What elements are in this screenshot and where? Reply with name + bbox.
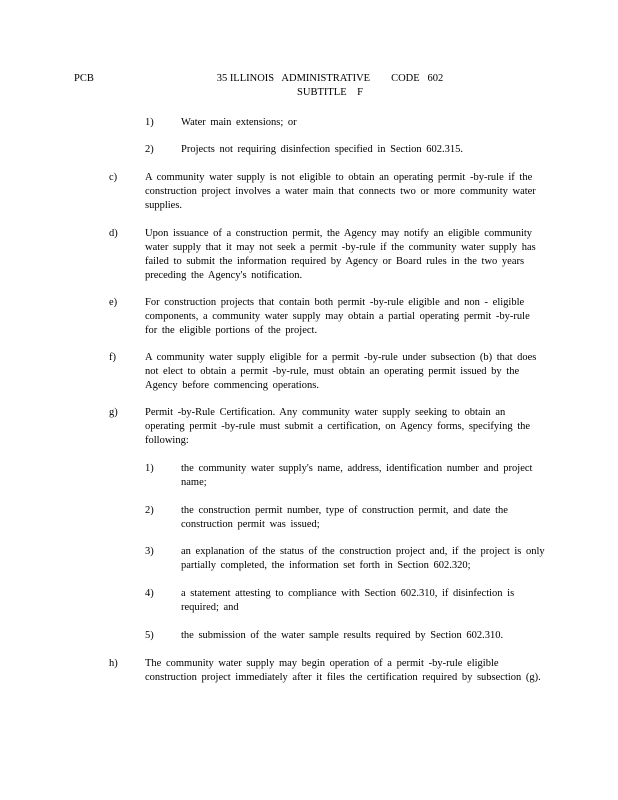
item-text: Permit -by-Rule Certification. Any community water supply seeking to obtain an operating permit -by-rule must submit a certification, on Agency forms, specifying the following: bbox=[145, 407, 531, 446]
item-text: Upon issuance of a construction permit, the Agency may notify an eligible community water supply that it may not seek a permit -by-rule if the community water supply has failed to submit the information required by Agency or Board rules in the two years preceding the Agency's notification. bbox=[145, 228, 536, 281]
item-label: g) bbox=[109, 407, 118, 418]
item-label: 1) bbox=[145, 117, 154, 128]
header-code-line: 35 ILLINOIS ADMINISTRATIVE CODE 602 bbox=[216, 73, 444, 84]
item-label: 1) bbox=[145, 463, 154, 474]
item-label: 2) bbox=[145, 144, 154, 155]
item-text: Projects not requiring disinfection specified in Section 602.315. bbox=[181, 144, 463, 155]
header-left: PCB bbox=[74, 73, 94, 84]
item-text: an explanation of the status of the construction project and, if the project is only partially completed, the information set forth in Section 602.320; bbox=[181, 546, 545, 571]
item-label: c) bbox=[109, 172, 118, 183]
item-text: the submission of the water sample results required by Section 602.310. bbox=[181, 630, 504, 641]
item-text: the community water supply's name, address, identification number and project name; bbox=[181, 463, 533, 488]
item-text: For construction projects that contain both permit -by-rule eligible and non - eligible components, a community water supply may obtain a partial operating permit -by-rule for the eligible portions of the project. bbox=[145, 297, 530, 336]
item-text: A community water supply is not eligible to obtain an operating permit -by-rule if the construction project involves a water main that connects two or more community water supplies. bbox=[145, 172, 536, 211]
item-text: a statement attesting to compliance with Section 602.310, if disinfection is required; and bbox=[181, 588, 515, 613]
item-label: 5) bbox=[145, 630, 154, 641]
item-text: the construction permit number, type of construction permit, and date the construction permit was issued; bbox=[181, 505, 508, 530]
item-label: 2) bbox=[145, 505, 154, 516]
item-label: f) bbox=[109, 352, 116, 363]
item-text: Water main extensions; or bbox=[181, 117, 297, 128]
item-label: 3) bbox=[145, 546, 154, 557]
item-text: The community water supply may begin operation of a permit -by-rule eligible construction project immediately after it files the certification required by subsection (g). bbox=[145, 658, 541, 683]
item-text: A community water supply eligible for a permit -by-rule under subsection (b) that does not elect to obtain a permit -by-rule, must obtain an operating permit issued by the Agency before commencing operations. bbox=[145, 352, 537, 391]
item-label: d) bbox=[109, 228, 118, 239]
header-center bbox=[200, 72, 460, 100]
item-label: 4) bbox=[145, 588, 154, 599]
item-label: h) bbox=[109, 658, 118, 669]
header-subtitle-line: SUBTITLE F bbox=[297, 87, 363, 98]
item-label: e) bbox=[109, 297, 118, 308]
